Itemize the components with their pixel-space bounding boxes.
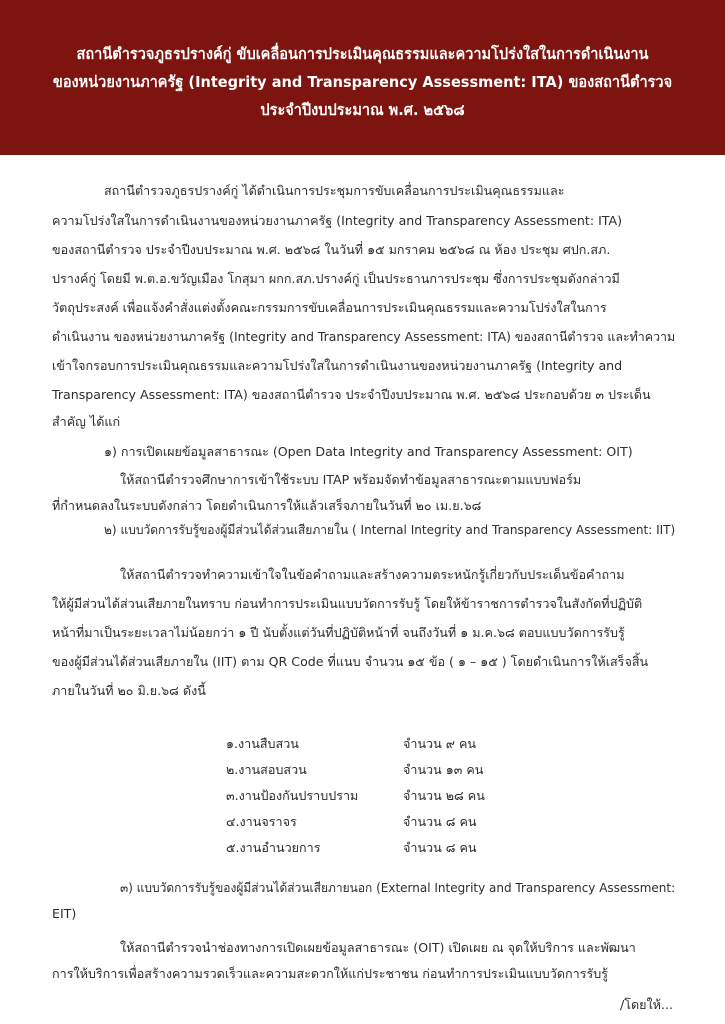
- item2-line: ให้สถานีตำรวจทำความเข้าใจในข้อคำถามและสร้างความตระหนักรู้เกี่ยวกับประเด็นข้อคำถาม: [120, 567, 625, 582]
- continuation-note: /โดยให้...: [619, 997, 673, 1012]
- staff-unit: ๒.งานสอบสวน: [226, 762, 307, 777]
- header-title-line-3: ประจำปีงบประมาณ พ.ศ. ๒๕๖๘: [260, 101, 465, 119]
- item2-line: ภายในวันที่ ๒๐ มิ.ย.๖๘ ดังนี้: [52, 683, 206, 698]
- header-title-line-2: ของหน่วยงานภาครัฐ (Integrity and Transparency Assessment: ITA) ของสถานีตำรวจ: [52, 73, 673, 91]
- item1-line: ที่กำหนดลงในระบบดังกล่าว โดยดำเนินการให้แล้วเสร็จภายในวันที่ ๒๐ เม.ย.๖๘: [52, 498, 482, 513]
- item1-line: ให้สถานีตำรวจศึกษาการเข้าใช้ระบบ ITAP พร้อมจัดทำข้อมูลสาธารณะตามแบบฟอร์ม: [120, 472, 582, 487]
- item1-heading: ๑) การเปิดเผยข้อมูลสาธารณะ (Open Data Integrity and Transparency Assessment: OIT): [104, 444, 633, 459]
- staff-unit: ๑.งานสืบสวน: [226, 736, 299, 751]
- item2-heading: ๒) แบบวัดการรับรู้ของผู้มีส่วนได้ส่วนเสียภายใน ( Internal Integrity and Transparency Assessment: IIT): [104, 522, 676, 537]
- staff-count: จำนวน ๘ คน: [403, 814, 477, 829]
- intro-line: วัตถุประสงค์ เพื่อแจ้งคำสั่งแต่งตั้งคณะกรรมการขับเคลื่อนการประเมินคุณธรรมและความโปร่งใสในการ: [52, 300, 607, 315]
- intro-line: ดำเนินงาน ของหน่วยงานภาครัฐ (Integrity and Transparency Assessment: ITA) ของสถานีตำรวจ และทำความ: [52, 329, 676, 344]
- intro-line: ปรางค์กู่ โดยมี พ.ต.อ.ขวัญเมือง โกสุมา ผกก.สภ.ปรางค์กู่ เป็นประธานการประชุม ซึ่งการประชุมดังกล่าวมี: [52, 271, 620, 286]
- item3-heading: EIT): [52, 906, 77, 921]
- staff-count: จำนวน ๘ คน: [403, 840, 477, 855]
- staff-count: จำนวน ๙ คน: [403, 736, 477, 751]
- item2-line: ของผู้มีส่วนได้ส่วนเสียภายใน (IIT) ตาม QR Code ที่แนบ จำนวน ๑๕ ข้อ ( ๑ – ๑๕ ) โดยดำเนินการให้เสร็จสิ้น: [52, 654, 649, 669]
- item2-line: หน้าที่มาเป็นระยะเวลาไม่น้อยกว่า ๑ ปี นับตั้งแต่วันที่ปฏิบัติหน้าที่ จนถึงวันที่ ๑ ม.ค.๖๘ ตอบแบบวัดการรับรู้: [52, 625, 625, 640]
- header-title-line-1: สถานีตำรวจภูธรปรางค์กู่ ขับเคลื่อนการประเมินคุณธรรมและความโปร่งใสในการดำเนินงาน: [76, 45, 649, 63]
- intro-line: สำคัญ ได้แก่: [52, 414, 121, 429]
- staff-count: จำนวน ๑๓ คน: [403, 762, 484, 777]
- staff-unit: ๓.งานป้องกันปราบปราม: [226, 788, 359, 803]
- staff-unit: ๔.งานจราจร: [226, 814, 297, 829]
- item2-line: ให้ผู้มีส่วนได้ส่วนเสียภายในทราบ ก่อนทำการประเมินแบบวัดการรับรู้ โดยให้ข้าราชการตำรวจในสังกัดที่ปฏิบัติ: [52, 596, 643, 611]
- staff-count: จำนวน ๒๘ คน: [403, 788, 485, 803]
- intro-line: สถานีตำรวจภูธรปรางค์กู่ ได้ดำเนินการประชุมการขับเคลื่อนการประเมินคุณธรรมและ: [104, 183, 565, 198]
- intro-line: Transparency Assessment: ITA) ของสถานีตำรวจ ประจำปีงบประมาณ พ.ศ. ๒๕๖๘ ประกอบด้วย ๓ ประเด็น: [52, 387, 651, 402]
- item3-line: การให้บริการเพื่อสร้างความรวดเร็วและความสะดวกให้แก่ประชาชน ก่อนทำการประเมินแบบวัดการรับรู้: [52, 966, 608, 981]
- intro-line: ความโปร่งใสในการดำเนินงานของหน่วยงานภาครัฐ (Integrity and Transparency Assessment: ITA): [52, 213, 623, 228]
- page-header-banner: [0, 0, 725, 155]
- item3-heading: ๓) แบบวัดการรับรู้ของผู้มีส่วนได้ส่วนเสียภายนอก (External Integrity and Transparency Assessment:: [120, 880, 676, 895]
- intro-line: เข้าใจกรอบการประเมินคุณธรรมและความโปร่งใสในการดำเนินงานของหน่วยงานภาครัฐ (Integrity and: [52, 358, 623, 373]
- item3-line: ให้สถานีตำรวจนำช่องทางการเปิดเผยข้อมูลสาธารณะ (OIT) เปิดเผย ณ จุดให้บริการ และพัฒนา: [120, 940, 636, 955]
- intro-line: ของสถานีตำรวจ ประจำปีงบประมาณ พ.ศ. ๒๕๖๘ ในวันที่ ๑๕ มกราคม ๒๕๖๘ ณ ห้อง ประชุม ศปก.สภ.: [52, 242, 611, 257]
- staff-unit: ๕.งานอำนวยการ: [226, 840, 321, 855]
